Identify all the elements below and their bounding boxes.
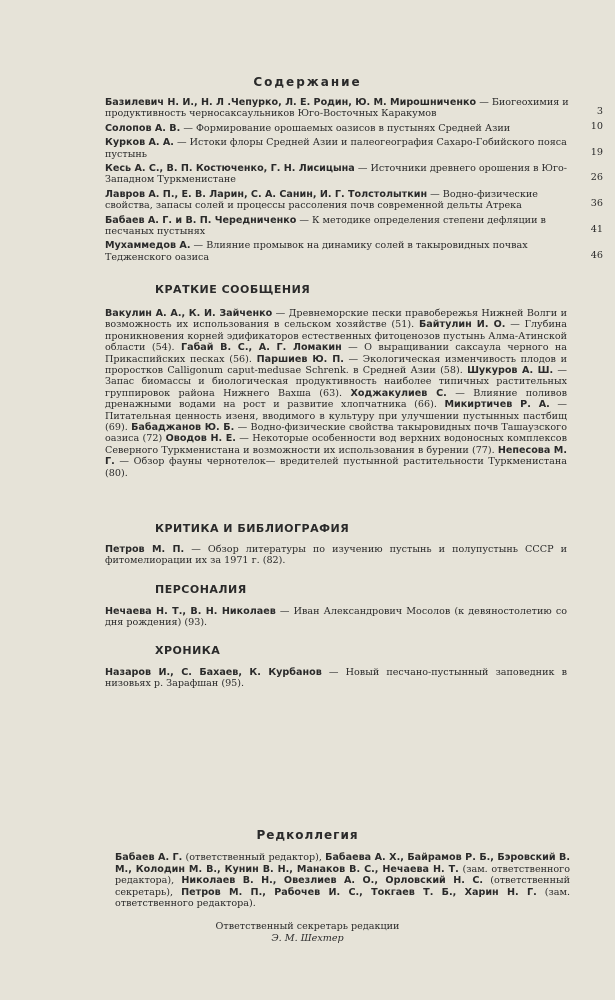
report-author: Ходжакулиев С. [350, 387, 447, 399]
secretary-name: Э. М. Шехтер [271, 932, 344, 944]
report-author: Бабаджанов Ю. Б. [131, 422, 235, 434]
toc-title: — Формирование орошаемых оазисов в пустынях Средней Азии [183, 122, 511, 134]
report-title: — Питательная ценность изеня, вводимого в культуру при улучшении пустынных пастбищ (69). [105, 399, 567, 434]
report-author: Байтулин И. О. [419, 319, 506, 331]
board-role: (зам. ответственного редактора), [115, 863, 570, 887]
chronicle-author: Назаров И., С. Бахаев, К. Курбанов [105, 667, 322, 678]
report-author: Вакулин А. А., К. И. Зайченко [105, 308, 273, 319]
toc-page: 19 [590, 146, 603, 158]
toc-authors: Лавров А. П., Е. В. Ларин, С. А. Санин, И. Г. Толстолыткин [105, 188, 428, 200]
chronicle-title: — Новый песчано-пустынный заповедник в низовьях р. Зарафшан (95). [105, 667, 567, 690]
toc-authors: Базилевич Н. И., Н. Л .Чепурко, Л. Е. Родин, Ю. М. Мирошниченко [105, 97, 477, 108]
report-title: — Влияние поливов дренажными водами на рост и развитие хлопчатника (66). [105, 387, 567, 411]
critique-entry [105, 544, 567, 567]
report-author: Паршиев Ю. П. [256, 353, 344, 365]
critique-heading: КРИТИКА И БИБЛИОГРАФИЯ [155, 522, 350, 535]
toc-entry [105, 188, 603, 212]
report-author: Микиртичев Р. А. [444, 399, 550, 411]
toc-page: 10 [590, 120, 603, 132]
toc-title: — Биогеохимия и продуктивность черносаксаульников Юго-Восточных Каракумов [105, 97, 569, 120]
toc-title: — Влияние промывок на динамику солей в такыровидных почвах Теджeнского оазиса [105, 240, 528, 263]
personalia-heading: ПЕРСОНАЛИЯ [155, 583, 247, 596]
toc-page: 36 [590, 198, 603, 210]
report-title: — Экологическая изменчивость плодов и проростков Calligonum caput-medusae Schrenk. в Средней Азии (58). [105, 353, 567, 377]
toc-page: 26 [590, 172, 603, 184]
chronicle-heading: ХРОНИКА [155, 644, 221, 657]
report-title: — О выращивании саксаула черного на Прикаспийских песках (56). [105, 342, 567, 365]
toc-entry [105, 214, 603, 238]
personalia-author: Нечаева Н. Т., В. Н. Николаев [105, 606, 276, 617]
toc-title: — Источники древнего орошения в Юго-Западном Туркменистане [105, 163, 568, 186]
report-title: — Обзор фауны чернотелок— вредителей пустынной растительности Туркменистана (80). [105, 456, 567, 479]
board-member: Бабаева А. Х., Байрамов Р. Б., Бэровский В. М., Колодин М. В., Кунин В. Н., Манаков В. С., Нечаева Н. Т. [115, 852, 571, 875]
report-title: — Водно-физические свойства такыровидных почв Ташаузского оазиса (72) [105, 422, 567, 445]
board-member: Бабаев А. Г. [115, 852, 183, 863]
report-title: — Некоторые особенности вод верхних водоносных комплексов Северного Туркменистана и возможности их использования в бурении (77). [105, 433, 567, 456]
contents-heading: Содержание [253, 75, 362, 89]
secretary-label: Ответственный секретарь редакции [215, 921, 400, 932]
toc-authors: Солопов А. В. [105, 122, 181, 134]
report-author: Оводов Н. Е. [165, 433, 236, 445]
board-role: (ответственный редактор), [182, 852, 326, 863]
report-title: — Древнеморские пески правобережья Нижней Волги и возможность их использования в сельском хозяйстве (51). [105, 308, 567, 331]
toc-page: 41 [590, 224, 603, 236]
board-role: (зам. ответственного редактора). [115, 886, 571, 910]
toc-entry [105, 240, 603, 263]
short-reports-heading: КРАТКИЕ СООБЩЕНИЯ [155, 283, 311, 296]
toc-title: — Водно-физические свойства, запасы солей и процессы рассоления почв современной дельты Атрека [105, 188, 538, 212]
toc-title: — К методике определения степени дефляции в песчаных пустынях [105, 214, 546, 238]
editorial-board-list [115, 852, 570, 910]
toc-authors: Бабаев А. Г. и В. П. Чередниченко [105, 214, 297, 226]
toc-authors: Мухаммедов А. [105, 240, 191, 252]
board-member: Николаев В. Н., Овезлиев А. О., Орловский Н. С. [181, 875, 484, 887]
report-title: — Запас биомассы и биологическая продуктивность наиболее типичных растительных группировок района Нижнего Вахша (63). [105, 365, 567, 399]
toc-page: 3 [596, 106, 603, 118]
report-author: Непесова М. Г. [105, 444, 567, 468]
personalia-title: — Иван Александрович Мосолов (к девяностолетию со дня рождения) (93). [105, 606, 567, 629]
toc-authors: Кесь А. С., В. П. Костюченко, Г. Н. Лисицына [105, 163, 355, 175]
report-title: — Глубина проникновения корней эдификаторов естественных фитоценозов пустынь Алма-Атинской области (54). [105, 319, 567, 354]
board-role: (ответственный секретарь), [115, 875, 570, 898]
toc-entry [105, 97, 603, 120]
board-member: Петров М. П., Рабочев И. С., Токгаев Т. Б., Харин Н. Г. [181, 886, 537, 898]
toc-title: — Истоки флоры Средней Азии и палеогеография Сахаро-Гобийского пояса пустынь [105, 137, 567, 160]
toc-page: 46 [590, 249, 603, 261]
report-author: Габай В. С., А. Г. Ломакин [180, 342, 342, 354]
toc-entry [105, 120, 603, 134]
toc-authors: Курков А. А. [105, 137, 174, 149]
personalia-entry [105, 606, 567, 629]
critique-author: Петров М. П. [105, 544, 185, 555]
toc-entry [105, 163, 603, 186]
chronicle-entry [105, 667, 567, 690]
report-author: Шукуров А. Ш. [467, 365, 554, 377]
editorial-heading: Редколлегия [256, 828, 359, 842]
executive-secretary [0, 921, 615, 944]
short-reports-paragraph [105, 308, 567, 479]
toc-entry [105, 137, 603, 160]
toc-list [105, 97, 603, 266]
critique-title: — Обзор литературы по изучению пустынь и полупустынь СССР и фитомелиорации их за 1971 г. (82). [105, 544, 567, 567]
